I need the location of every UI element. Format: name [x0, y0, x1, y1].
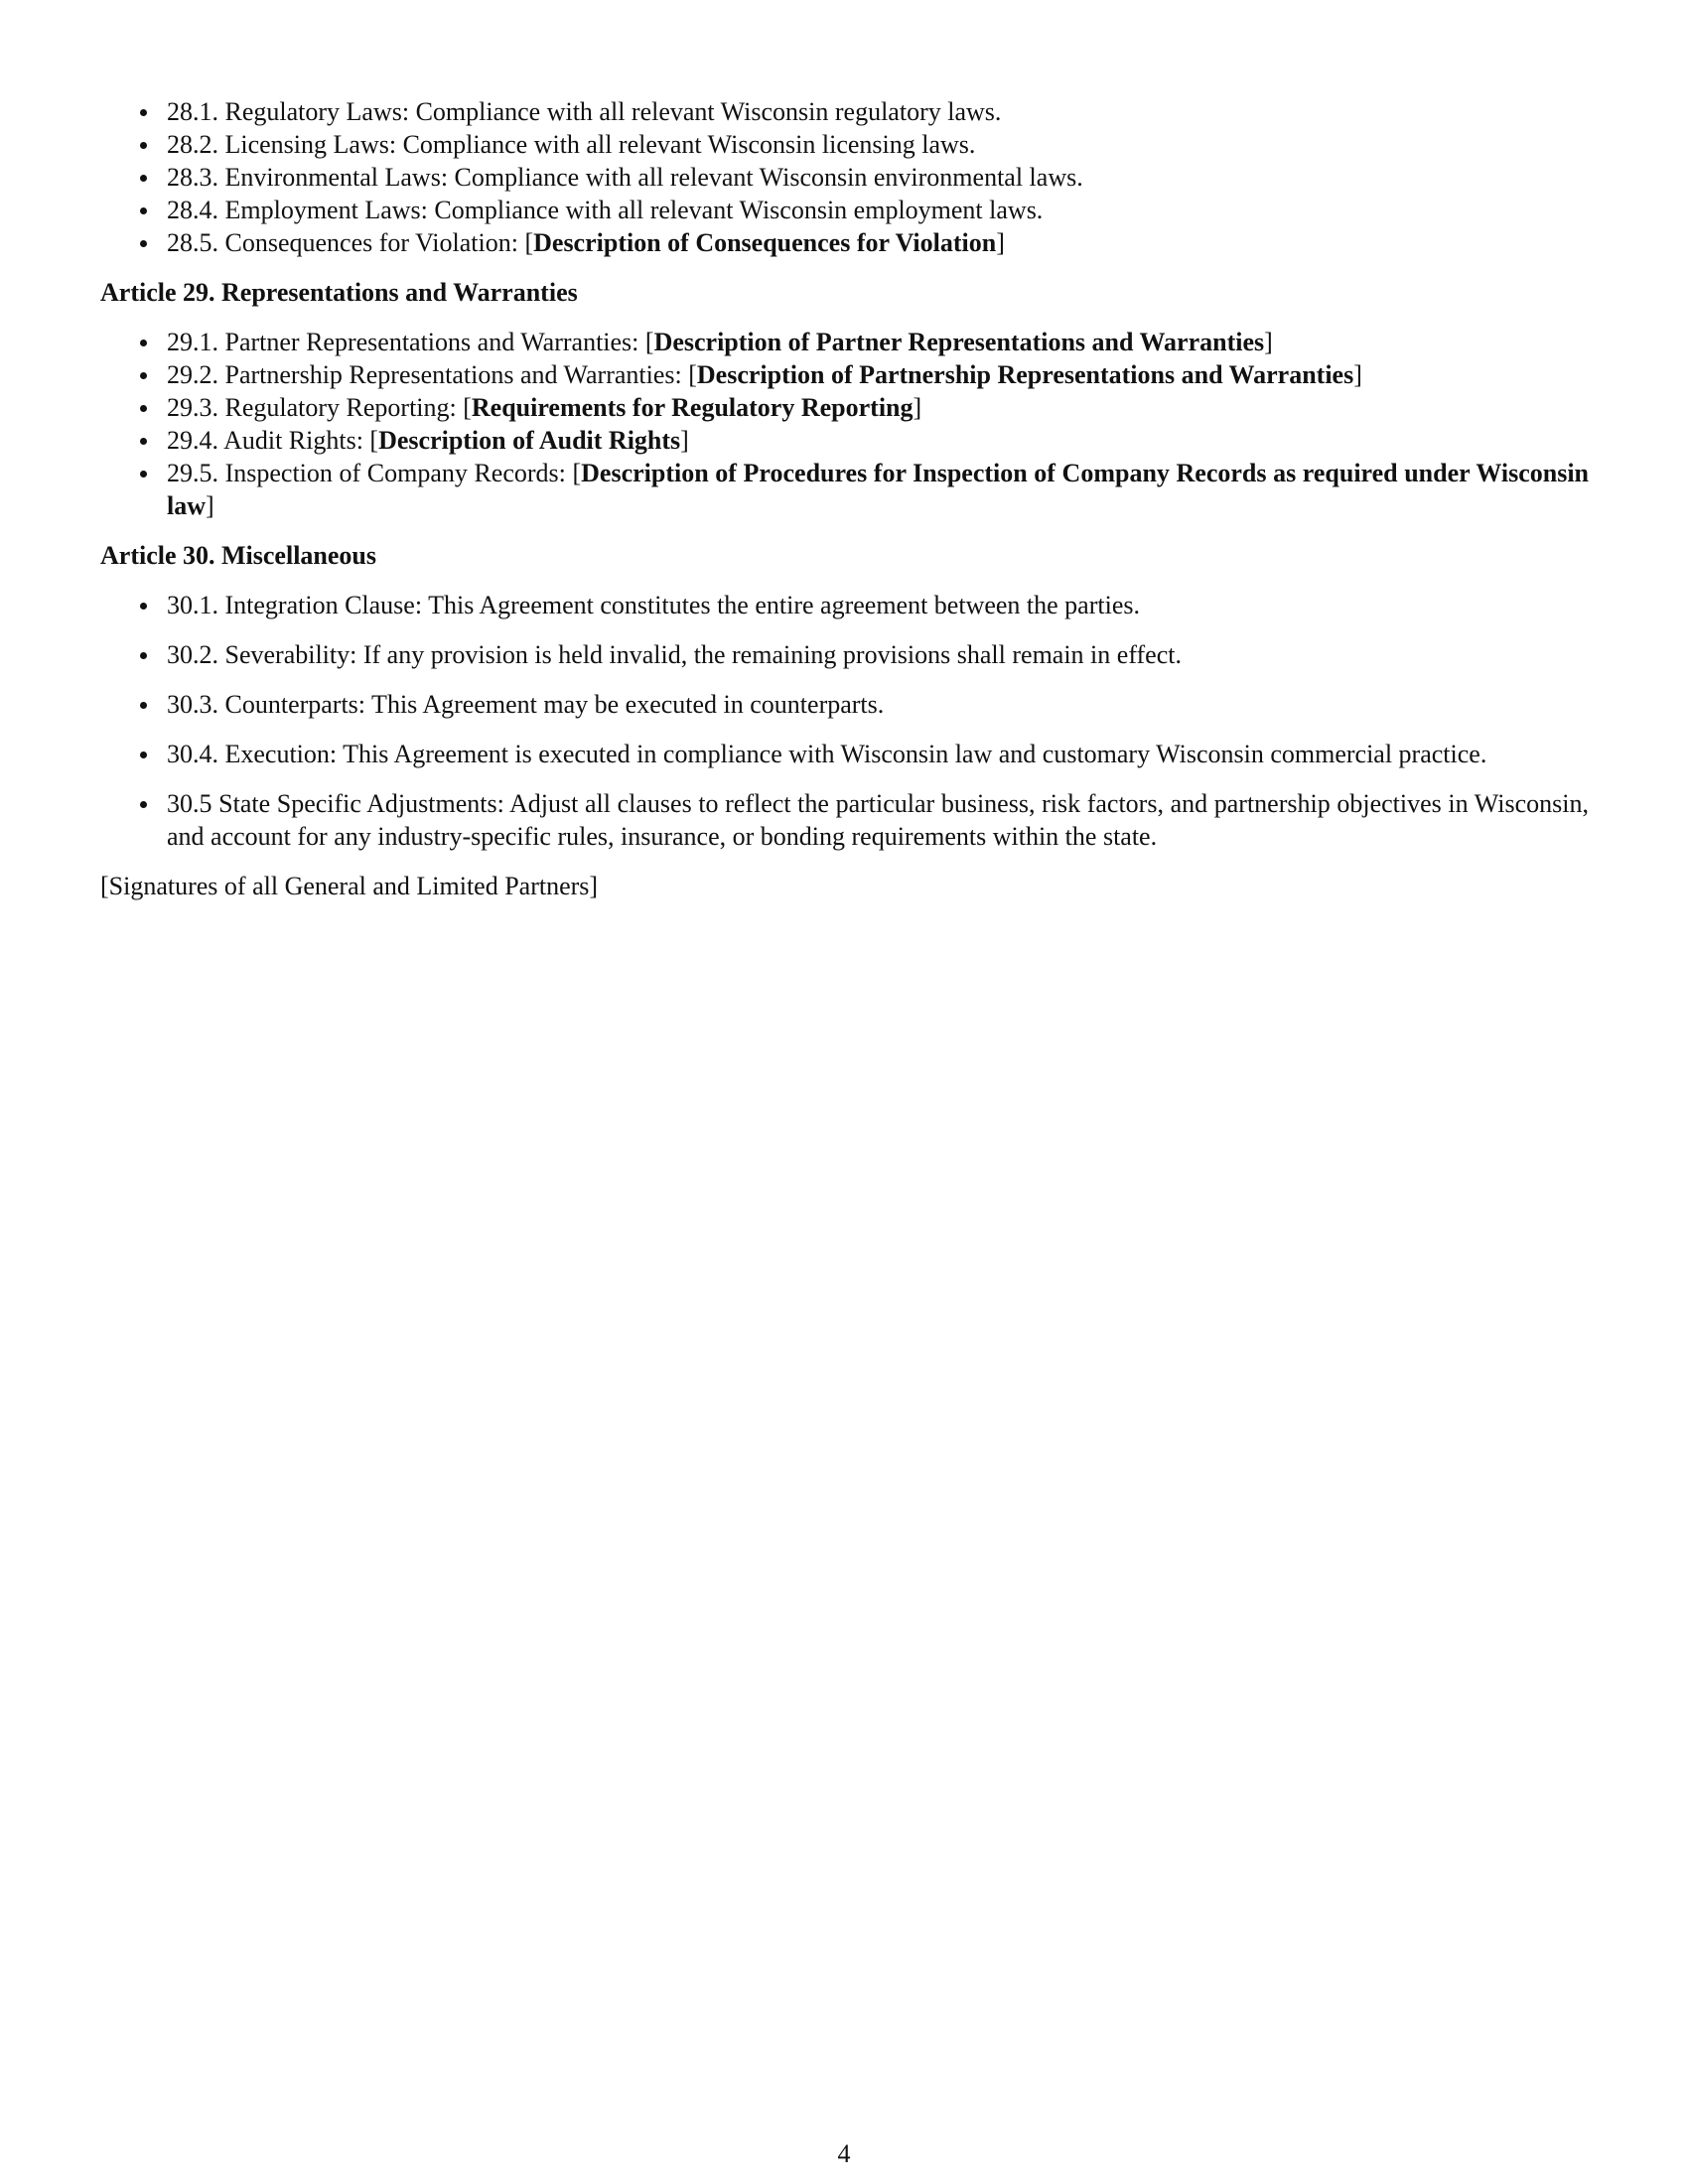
list-item-30-3: 30.3. Counterparts: This Agreement may be executed in counterparts. — [100, 688, 1589, 721]
list-item-30-2: 30.2. Severability: If any provision is held invalid, the remaining provisions shall remain in effect. — [100, 638, 1589, 671]
list-item-29-4: 29.4. Audit Rights: [Description of Audit Rights] — [100, 424, 1589, 457]
list-item-28-4: 28.4. Employment Laws: Compliance with all relevant Wisconsin employment laws. — [100, 194, 1589, 226]
list-item-29-2: 29.2. Partnership Representations and Warranties: [Description of Partnership Representations and Warranties] — [100, 358, 1589, 391]
list-item-30-1: 30.1. Integration Clause: This Agreement constitutes the entire agreement between the parties. — [100, 589, 1589, 621]
document-page — [100, 95, 1589, 902]
article-29-heading: Article 29. Representations and Warranties — [100, 278, 578, 307]
signature-block: [Signatures of all General and Limited Partners] — [100, 872, 599, 900]
article-30-heading: Article 30. Miscellaneous — [100, 541, 376, 570]
list-item-29-1: 29.1. Partner Representations and Warranties: [Description of Partner Representations and Warranties] — [100, 326, 1589, 358]
list-item-28-1: 28.1. Regulatory Laws: Compliance with all relevant Wisconsin regulatory laws. — [100, 95, 1589, 128]
list-item-28-5: 28.5. Consequences for Violation: [Description of Consequences for Violation] — [100, 226, 1589, 259]
article-29-list — [100, 326, 1589, 522]
list-item-28-3: 28.3. Environmental Laws: Compliance with all relevant Wisconsin environmental laws. — [100, 161, 1589, 194]
page-number: 4 — [837, 2139, 851, 2168]
list-item-28-2: 28.2. Licensing Laws: Compliance with all relevant Wisconsin licensing laws. — [100, 128, 1589, 161]
list-item-29-3: 29.3. Regulatory Reporting: [Requirements for Regulatory Reporting] — [100, 391, 1589, 424]
list-item-29-5: 29.5. Inspection of Company Records: [Description of Procedures for Inspection of Company Records as required under Wisconsin law] — [100, 457, 1589, 522]
list-item-30-5: 30.5 State Specific Adjustments: Adjust all clauses to reflect the particular business, risk factors, and partnership objectives in Wisconsin, and account for any industry-specific rules, insurance, or bonding requirements within the state. — [100, 787, 1589, 853]
article-28-list — [100, 95, 1589, 259]
list-item-30-4: 30.4. Execution: This Agreement is executed in compliance with Wisconsin law and customary Wisconsin commercial practice. — [100, 738, 1589, 770]
article-30-list — [100, 589, 1589, 853]
